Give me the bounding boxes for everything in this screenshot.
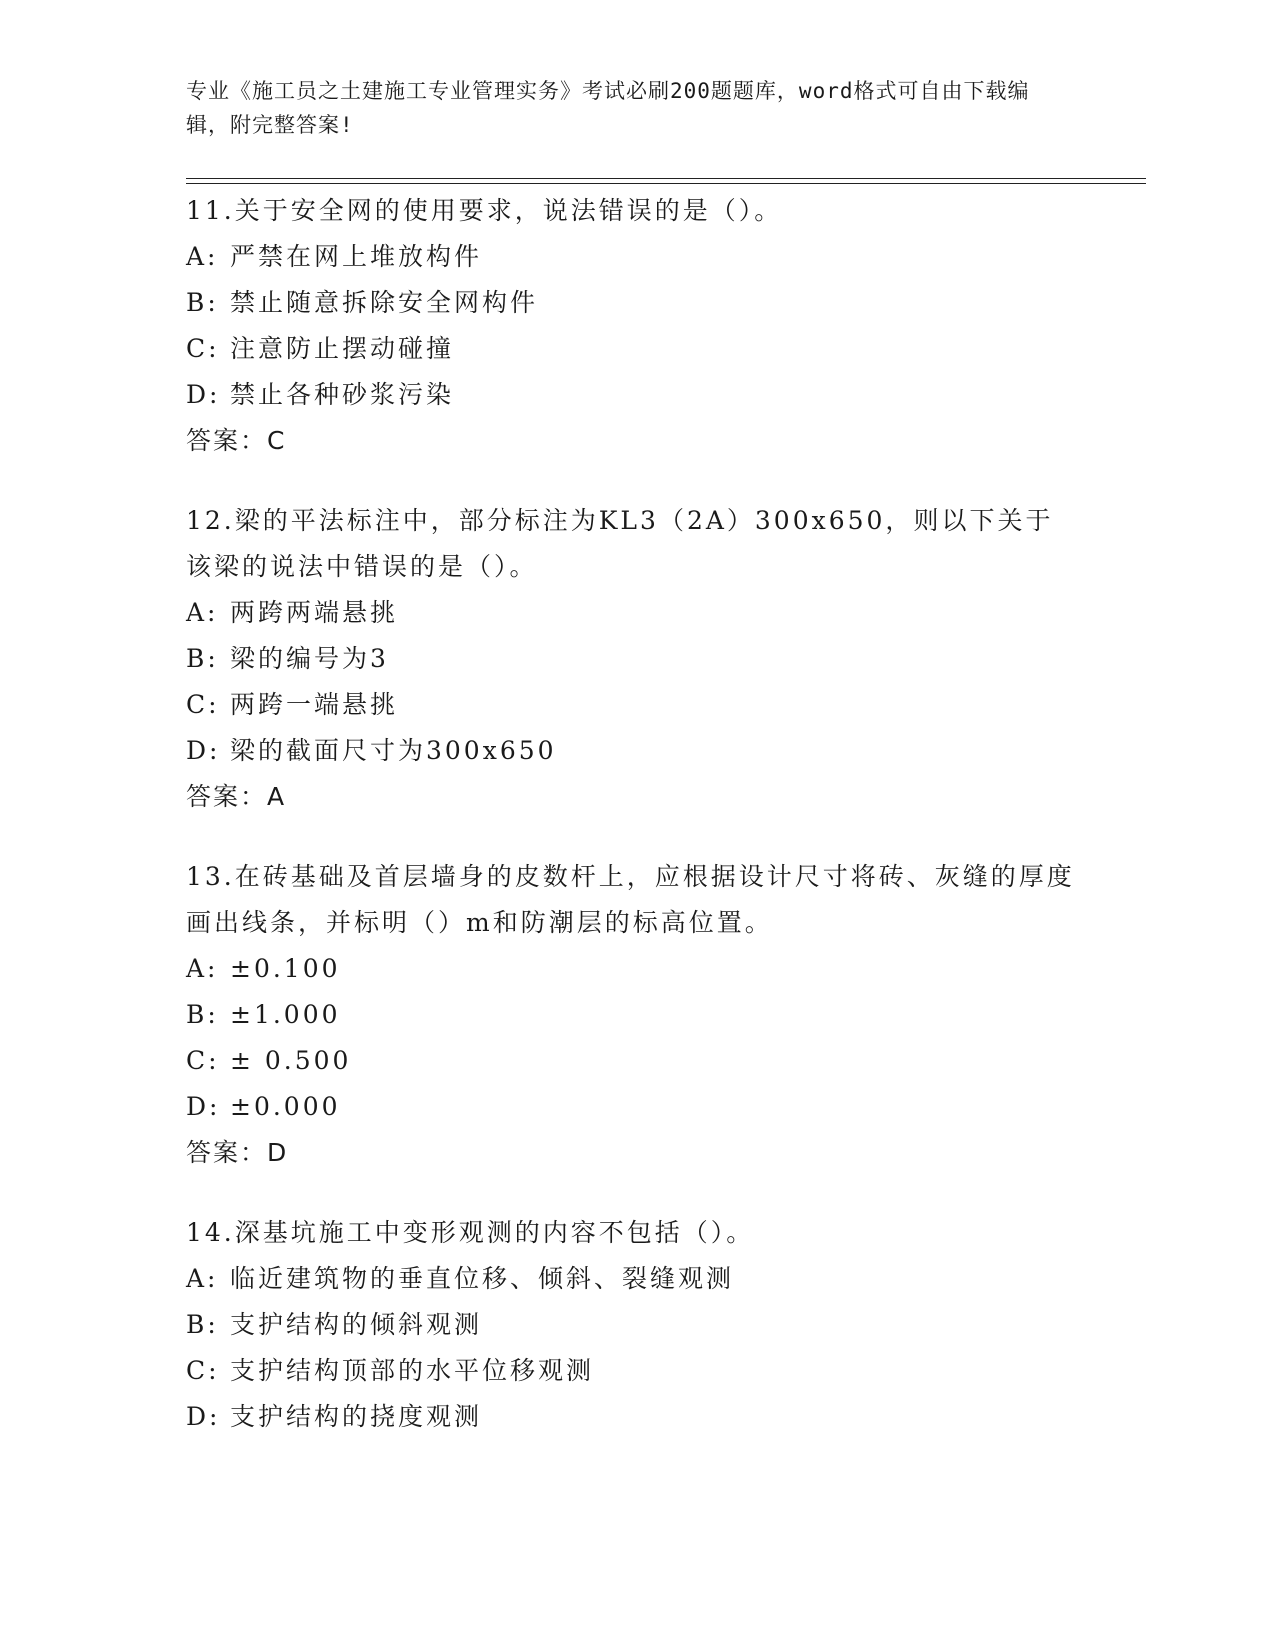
option-key: A: bbox=[186, 954, 219, 983]
question-stem: 12.梁的平法标注中，部分标注为KL3（2A）300x650，则以下关于该梁的说法中错误的是（）。 bbox=[186, 506, 1054, 581]
option-key: B: bbox=[186, 288, 219, 317]
option-key: B: bbox=[186, 1000, 219, 1029]
option-d bbox=[186, 372, 1086, 418]
answer-line bbox=[186, 418, 1086, 464]
option-key: A: bbox=[186, 242, 219, 271]
question-stem: 14.深基坑施工中变形观测的内容不包括（）。 bbox=[186, 1218, 755, 1247]
option-text: ±0.000 bbox=[230, 1092, 341, 1121]
option-d bbox=[186, 1084, 1086, 1130]
question-14 bbox=[186, 1210, 1086, 1440]
option-d bbox=[186, 1394, 1086, 1440]
option-c bbox=[186, 1348, 1086, 1394]
option-text: ± 0.500 bbox=[230, 1046, 352, 1075]
option-key: A: bbox=[186, 1264, 219, 1293]
header-divider-bottom bbox=[186, 183, 1146, 184]
option-text: 支护结构的倾斜观测 bbox=[230, 1310, 483, 1339]
option-key: C: bbox=[186, 690, 220, 719]
option-b bbox=[186, 280, 1086, 326]
option-text: 两跨两端悬挑 bbox=[230, 598, 399, 627]
option-c bbox=[186, 1038, 1086, 1084]
option-key: D: bbox=[186, 380, 221, 409]
option-text: 支护结构的挠度观测 bbox=[230, 1402, 483, 1431]
question-11 bbox=[186, 188, 1086, 464]
option-text: 禁止随意拆除安全网构件 bbox=[230, 288, 539, 317]
question-stem: 11.关于安全网的使用要求，说法错误的是（）。 bbox=[186, 196, 783, 225]
option-text: ±1.000 bbox=[230, 1000, 341, 1029]
answer-label: 答案： bbox=[186, 782, 268, 811]
question-12 bbox=[186, 498, 1086, 820]
header-divider-top bbox=[186, 178, 1146, 179]
option-d bbox=[186, 728, 1086, 774]
option-key: C: bbox=[186, 334, 220, 363]
answer-value: C bbox=[267, 426, 286, 455]
option-text: 梁的截面尺寸为300x650 bbox=[230, 736, 557, 765]
option-a bbox=[186, 1256, 1086, 1302]
question-list bbox=[186, 188, 1086, 1440]
question-stem: 13.在砖基础及首层墙身的皮数杆上，应根据设计尺寸将砖、灰缝的厚度画出线条，并标明（）m和防潮层的标高位置。 bbox=[186, 862, 1075, 937]
option-key: B: bbox=[186, 644, 219, 673]
option-b bbox=[186, 1302, 1086, 1348]
option-b bbox=[186, 636, 1086, 682]
option-key: D: bbox=[186, 736, 221, 765]
answer-value: D bbox=[267, 1138, 288, 1167]
option-text: 禁止各种砂浆污染 bbox=[230, 380, 455, 409]
option-key: C: bbox=[186, 1046, 220, 1075]
answer-label: 答案： bbox=[186, 426, 268, 455]
question-13 bbox=[186, 854, 1086, 1176]
option-text: 严禁在网上堆放构件 bbox=[230, 242, 483, 271]
option-text: 梁的编号为3 bbox=[230, 644, 389, 673]
option-a bbox=[186, 946, 1086, 992]
option-key: C: bbox=[186, 1356, 220, 1385]
option-b bbox=[186, 992, 1086, 1038]
option-a bbox=[186, 590, 1086, 636]
option-text: 临近建筑物的垂直位移、倾斜、裂缝观测 bbox=[230, 1264, 735, 1293]
answer-label: 答案： bbox=[186, 1138, 268, 1167]
document-header: 专业《施工员之土建施工专业管理实务》考试必刷200题题库，word格式可自由下载编辑，附完整答案! bbox=[186, 79, 1030, 137]
option-key: D: bbox=[186, 1402, 221, 1431]
option-c bbox=[186, 682, 1086, 728]
option-a bbox=[186, 234, 1086, 280]
option-key: B: bbox=[186, 1310, 219, 1339]
option-key: A: bbox=[186, 598, 219, 627]
option-key: D: bbox=[186, 1092, 221, 1121]
option-text: 两跨一端悬挑 bbox=[230, 690, 399, 719]
answer-line bbox=[186, 774, 1086, 820]
option-text: 支护结构顶部的水平位移观测 bbox=[230, 1356, 595, 1385]
answer-line bbox=[186, 1130, 1086, 1176]
option-text: 注意防止摆动碰撞 bbox=[230, 334, 455, 363]
answer-value: A bbox=[267, 782, 286, 811]
option-c bbox=[186, 326, 1086, 372]
option-text: ±0.100 bbox=[230, 954, 341, 983]
